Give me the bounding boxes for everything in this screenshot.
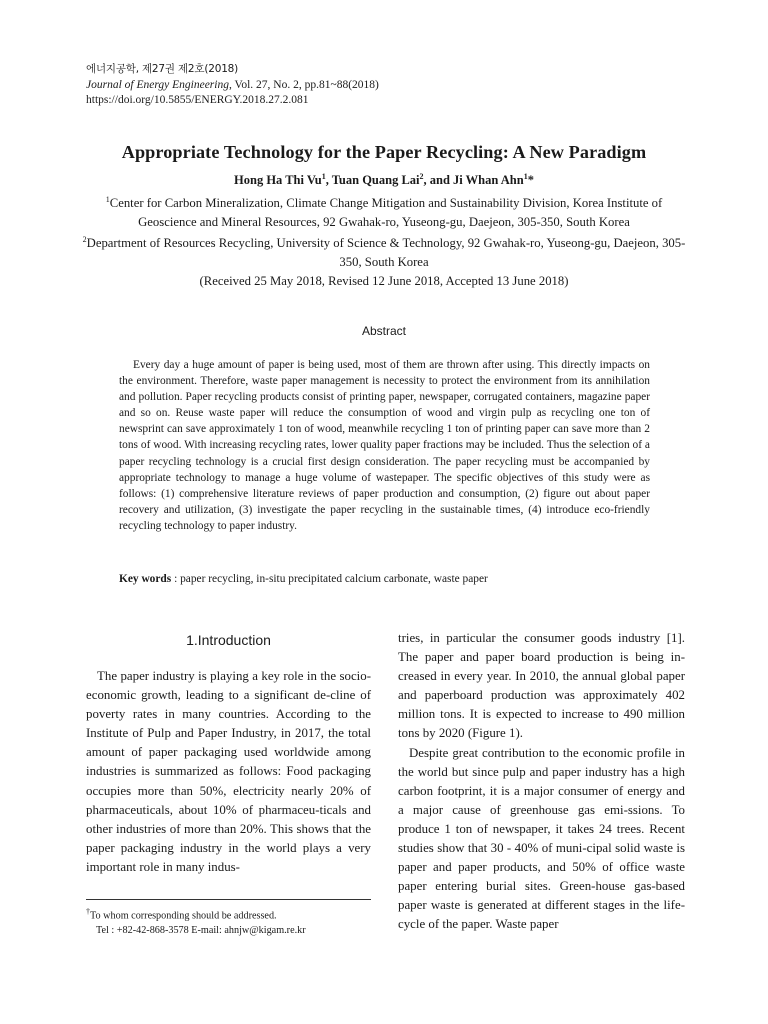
affiliation-2: $^2$Department of Resources Recycling, University of Science & Technology, 92 Gwahak-ro, Yuseong-gu, Daejeon, 305-350, South Korea — [82, 235, 686, 270]
body-paragraph: The paper industry is playing a key role in the socio-economic growth, leading to a significant de-cline of poverty rates in many countries. According to the Institute of Pulp and Paper Industry, in 2017, the total amount of paper packaging used worldwide among industries is summarized as follows: Food packaging occupies more than 50%, electricity nearly 20% of pharmaceuticals, about 10% of pharmaceu-ticals and other industries of more than 20%. This shows that the paper packaging industry in the world plays a very important role in many indus- — [86, 669, 371, 874]
keywords-separator: : — [171, 573, 181, 585]
corresponding-author-mark: * — [527, 173, 534, 188]
footnote-contact: Tel : +82-42-868-3578 E-mail: ahnjw@kigam.re.kr — [96, 925, 306, 937]
keywords — [119, 573, 488, 585]
footnote-divider — [86, 899, 371, 900]
received-dates: (Received 25 May 2018, Revised 12 June 2018, Accepted 13 June 2018) — [199, 273, 569, 288]
abstract-heading: Abstract — [361, 324, 406, 338]
journal-header — [86, 62, 379, 109]
paper-title: Appropriate Technology for the Paper Recycling: A New Paradigm — [121, 142, 647, 162]
affiliation-marker: 1 — [523, 172, 528, 181]
affiliation-marker: 2 — [419, 172, 424, 181]
author-separator: , and — [423, 173, 454, 188]
affiliation-marker: 2 — [82, 235, 87, 245]
affiliation-1: $^1$Center for Carbon Mineralization, Climate Change Mitigation and Sustainability Division, Korea Institute of Geoscience and Mineral Resources, 92 Gwahak-ro, Yuseong-gu, Daejeon, 305-350, South Korea — [105, 195, 663, 229]
footnote-mark: † — [86, 907, 90, 916]
doi-link[interactable]: https://doi.org/10.5855/ENERGY.2018.27.2.081 — [86, 94, 309, 106]
footnote-line: †To whom corresponding should be addressed. — [86, 907, 277, 922]
affiliations — [82, 191, 686, 290]
keywords-text: paper recycling, in-situ precipitated calcium carbonate, waste paper — [180, 573, 488, 585]
affiliation-marker: 1 — [105, 195, 110, 204]
footnote — [86, 904, 371, 938]
journal-name-english: Journal of Energy Engineering — [86, 78, 229, 91]
author-list — [0, 172, 768, 188]
body-paragraph: Despite great contribution to the economic profile in the world but since pulp and paper industry has a high carbon footprint, it is a major consumer of energy and a major cause of greenhouse gas emi-ssions. To produce 1 ton of newspaper, it takes 24 trees. Recent studies show that 30 - 40% of muni-cipal solid waste is paper and paper products, and 50% of office waste paper entering burial sites. Green-house gas-based paper waste is generated at different stages in the life-cycle of the paper. Waste paper — [398, 745, 685, 932]
journal-name-korean: 에너지공학, 제27권 제2호(2018) — [86, 63, 239, 75]
right-column — [398, 629, 685, 935]
body-paragraph: tries, in particular the consumer goods industry [1]. The paper and paper board production is being in-creased in every year. In 2010, the annual global paper and paperboard production was approximately 402 million tons. It is expected to increase to 490 million tons by 2020 (Figure 1). — [398, 631, 685, 741]
author-name: Ji Whan Ahn — [453, 173, 524, 188]
author-name: Hong Ha Thi Vu — [234, 173, 322, 188]
section-heading-introduction: 1.Introduction — [186, 632, 271, 648]
author-separator: , — [325, 173, 332, 188]
journal-volume-pages: , Vol. 27, No. 2, pp.81~88(2018) — [228, 78, 379, 91]
keywords-label: Key words — [119, 573, 172, 585]
affiliation-marker: 1 — [321, 172, 326, 181]
left-column — [86, 667, 371, 877]
abstract-text: Every day a huge amount of paper is being used, most of them are thrown after using. This directly impacts on the environment. Therefore, waste paper management is necessity to protect the environment from its annihilation and pollution. Paper recycling products consist of printing paper, newspaper, corrugated containers, magazine paper and so on. Reuse waste paper will reduce the consumption of wood and virgin pulp as recycling one ton of newsprint can save approximately 1 ton of wood, meanwhile recycling 1 ton of printing paper can save more than 2 tons of wood. With increasing recycling rates, lower quality paper fractions may be included. Thus the selection of a paper recycling technology is a crucial first design consideration. The paper recycling must be accompanied by appropriate technology to manage a huge volume of wastepaper. The specific objectives of this study were as follows: (1) comprehensive literature reviews of paper production and consumption, (2) figure out about paper recovery and utilization, (3) investigate the paper recycling in the sustainable times, (4) introduce eco-friendly recycling technology to paper industry. — [119, 359, 650, 532]
author-name: Tuan Quang Lai — [331, 173, 420, 188]
journal-citation — [86, 78, 379, 94]
